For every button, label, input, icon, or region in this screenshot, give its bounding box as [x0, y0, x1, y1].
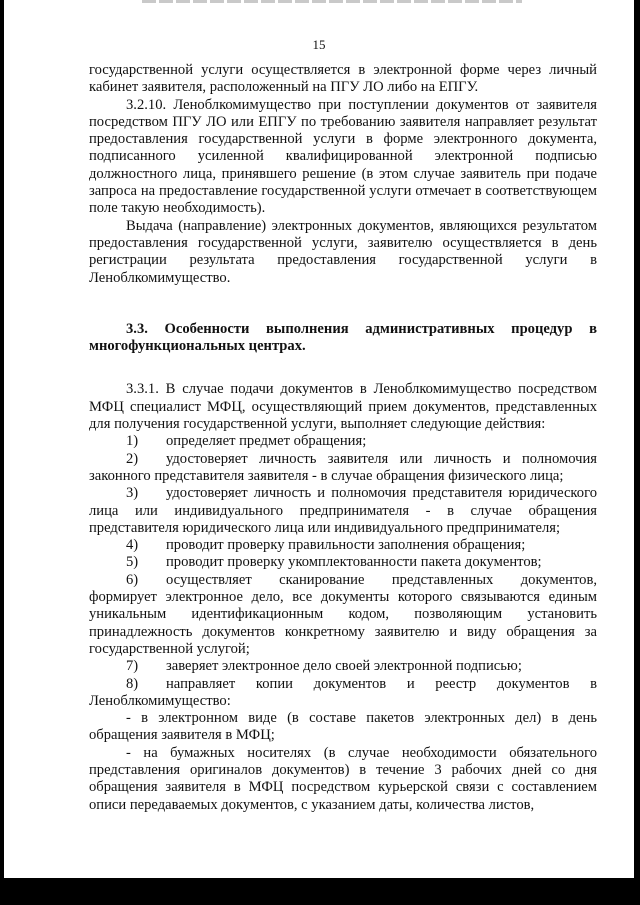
list-item-number: 6): [126, 571, 139, 588]
list-item-text: удостоверяет личность заявителя или личность и полномочия законного представителя заявителя - в случае обращения физического лица;: [89, 450, 597, 484]
sub-item: - в электронном виде (в составе пакетов электронных дел) в день обращения заявителя в МФЦ;: [89, 710, 597, 744]
list-item: [89, 572, 597, 658]
list-item-number: 4): [126, 537, 139, 554]
list-item-text: проводит проверку укомплектованности пакета документов;: [166, 554, 542, 571]
list-item: [89, 485, 597, 537]
document-page: [4, 0, 634, 878]
list-item-text: определяет предмет обращения;: [166, 433, 367, 450]
list-item-text: заверяет электронное дело своей электронной подписью;: [166, 658, 522, 675]
list-item-number: 1): [126, 433, 139, 450]
list-item-text: осуществляет сканирование представленных документов, формирует электронное дело, все документы которого связываются единым уникальным идентификационным кодом, позволяющим установить принадлежность документов конкретному заявителю и виду обращения за государственной услугой;: [89, 571, 597, 657]
page-number: 15: [312, 37, 326, 52]
list-item-number: 2): [126, 450, 139, 467]
top-edge-artifact: [142, 0, 522, 3]
list-item-number: 3): [126, 485, 139, 502]
list-item-text: удостоверяет личность и полномочия представителя юридического лица или индивидуального предпринимателя - в случае обращения представителя юридического лица или индивидуального предпринимателя;: [89, 485, 597, 536]
list-item: [89, 676, 597, 711]
list-item-text: проводит проверку правильности заполнения обращения;: [166, 537, 526, 554]
list-item: [89, 537, 597, 554]
list-item: [89, 433, 597, 450]
section-intro: 3.3.1. В случае подачи документов в Леноблкомимущество посредством МФЦ специалист МФЦ, осуществляющий прием документов, представленных для получения государственной услуги, выполняет следующие действия:: [89, 381, 597, 433]
document-body: [89, 62, 597, 814]
paragraph: Выдача (направление) электронных документов, являющихся результатом предоставления государственной услуги, заявителю осуществляется в день регистрации результата предоставления государственной услуги в Леноблкомимущество.: [89, 217, 597, 286]
list-item: [89, 554, 597, 571]
list-item-text: направляет копии документов и реестр документов в Леноблкомимущество:: [89, 675, 597, 709]
paragraph: 3.2.10. Леноблкомимущество при поступлении документов от заявителя посредством ПГУ ЛО или ЕПГУ по требованию заявителя направляет результат предоставления государственной услуги в форме электронного документа, подписанного усиленной квалифицированной электронной подписью должностного лица, принявшего решение (в этом случае заявитель при подаче запроса на предоставление государственной услуги отмечает в соответствующем поле такую необходимость).: [89, 96, 597, 217]
section-heading: 3.3. Особенности выполнения административных процедур в многофункциональных центрах.: [89, 320, 597, 355]
list-item-number: 5): [126, 554, 139, 571]
sub-item: - на бумажных носителях (в случае необходимости обязательного представления оригиналов документов) в течение 3 рабочих дней со дня обращения заявителя в МФЦ посредством курьерской связи с составлением описи передаваемых документов, с указанием даты, количества листов,: [89, 744, 597, 813]
paragraph: государственной услуги осуществляется в электронной форме через личный кабинет заявителя, расположенный на ПГУ ЛО либо на ЕПГУ.: [89, 62, 597, 96]
list-item: [89, 451, 597, 486]
list-item-number: 7): [126, 658, 139, 675]
list-item: [89, 658, 597, 675]
list-item-number: 8): [126, 675, 139, 692]
